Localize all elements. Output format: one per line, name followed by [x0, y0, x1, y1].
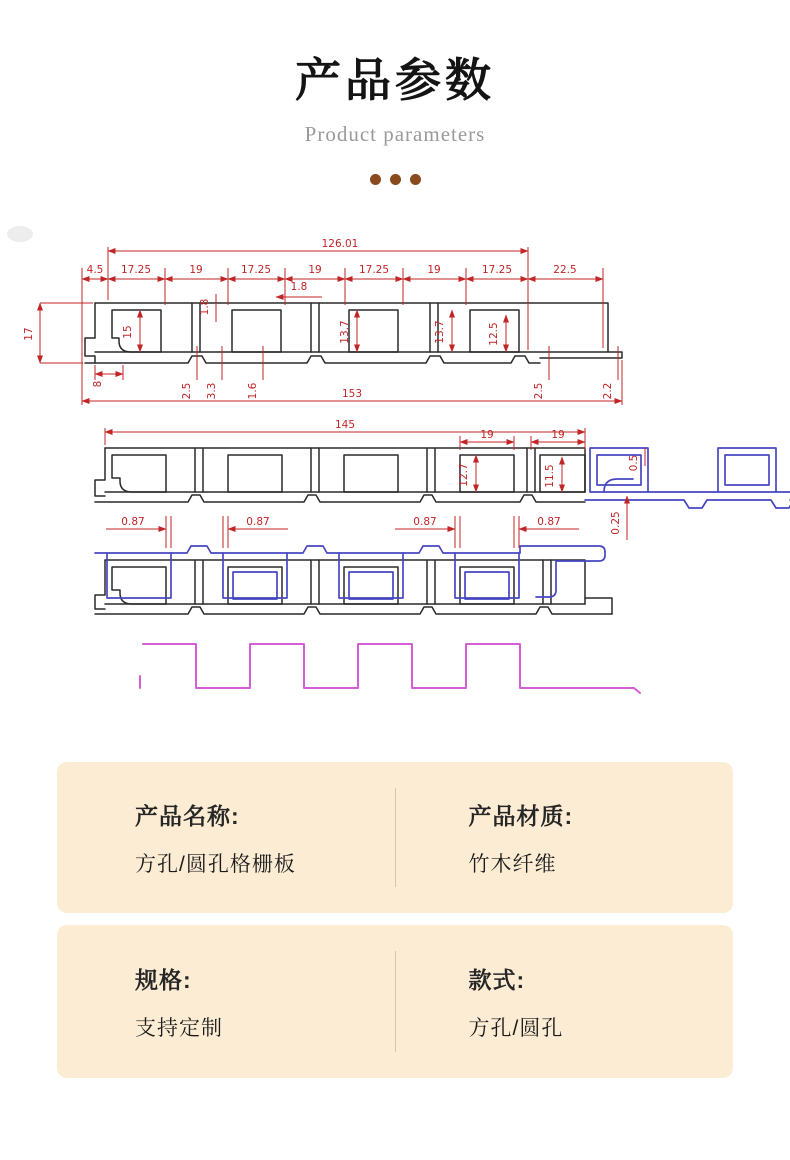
- dot-icon: [410, 174, 421, 185]
- dim-row: 19: [427, 264, 441, 276]
- dot-icon: [370, 174, 381, 185]
- third-profile-dimensions: [106, 516, 579, 548]
- dim-base: 2.5: [533, 382, 545, 400]
- spec-label: 款式:: [468, 966, 526, 993]
- dim-row: 19: [308, 264, 322, 276]
- dim-face-thickness: 1.8: [199, 298, 211, 316]
- spec-value: 竹木纤维: [468, 852, 557, 876]
- dim-gap: 0.87: [121, 516, 145, 528]
- dim-row: 17.25: [481, 264, 513, 276]
- dim-slot: 19: [480, 429, 494, 441]
- technical-drawing: [0, 215, 790, 715]
- dot-icon: [390, 174, 401, 185]
- middle-profile-outline: [95, 448, 585, 502]
- dim-depth: 12.7: [458, 463, 470, 487]
- dim-base: 1.6: [247, 382, 259, 400]
- spec-card-2: [57, 925, 733, 1078]
- scan-smudge: [7, 226, 33, 242]
- decor-dots: [0, 174, 790, 185]
- dim-row: 17.25: [358, 264, 390, 276]
- spec-value: 支持定制: [135, 1016, 223, 1040]
- spec-label: 规格:: [135, 966, 192, 993]
- dim-tail-thickness: 2.2: [602, 382, 614, 400]
- dim-cell-height: 15: [122, 325, 134, 339]
- middle-profile-dimensions: [105, 419, 645, 540]
- dim-depth: 11.5: [544, 464, 556, 488]
- dim-left-height: 17: [23, 327, 35, 341]
- spec-item-product-name: [57, 762, 395, 913]
- dim-foot-width: 8: [92, 380, 104, 388]
- third-profile-outline: [95, 560, 612, 614]
- dim-row: 19: [189, 264, 203, 276]
- dim-total-width: 153: [341, 388, 363, 400]
- spec-value: 方孔/圆孔格栅板: [135, 852, 296, 876]
- spec-value: 方孔/圆孔: [468, 1016, 564, 1040]
- dim-overall-mid: 145: [334, 419, 356, 431]
- dim-slot: 19: [551, 429, 565, 441]
- dim-overall-top: 126.01: [321, 238, 359, 250]
- dim-wall: 0.5: [628, 454, 640, 472]
- spec-label: 产品名称:: [135, 802, 240, 829]
- dim-gap: 0.87: [246, 516, 270, 528]
- dim-row: 4.5: [86, 264, 104, 276]
- middle-profile-blue-overlay: [585, 448, 790, 508]
- dim-gap: 0.87: [537, 516, 561, 528]
- spec-card-1: [57, 762, 733, 913]
- top-profile-dimensions: [23, 238, 622, 405]
- dim-face-thickness: 1.8: [290, 281, 308, 293]
- page-subtitle: Product parameters: [304, 122, 486, 146]
- dim-gap: 0.87: [413, 516, 437, 528]
- dim-cell-height: 12.5: [488, 322, 500, 346]
- dim-row: 17.25: [120, 264, 152, 276]
- dim-wall: 0.25: [610, 511, 622, 535]
- dim-row: 22.5: [553, 264, 577, 276]
- dim-cell-height: 13.7: [434, 320, 446, 344]
- third-profile-blue-overlay: [95, 546, 605, 599]
- dim-cell-height: 13.7: [339, 320, 351, 344]
- wave-profile: [140, 644, 640, 693]
- dim-base: 2.5: [181, 382, 193, 400]
- dim-base: 3.3: [206, 382, 218, 400]
- spec-item-size: [57, 925, 395, 1078]
- top-profile-outline: [85, 303, 622, 363]
- cad-profile-drawing: [0, 215, 790, 715]
- spec-label: 产品材质:: [468, 802, 574, 829]
- page-title: 产品参数: [295, 55, 495, 106]
- dim-row: 17.25: [240, 264, 272, 276]
- spec-item-style: [396, 925, 734, 1078]
- spec-item-material: [396, 762, 734, 913]
